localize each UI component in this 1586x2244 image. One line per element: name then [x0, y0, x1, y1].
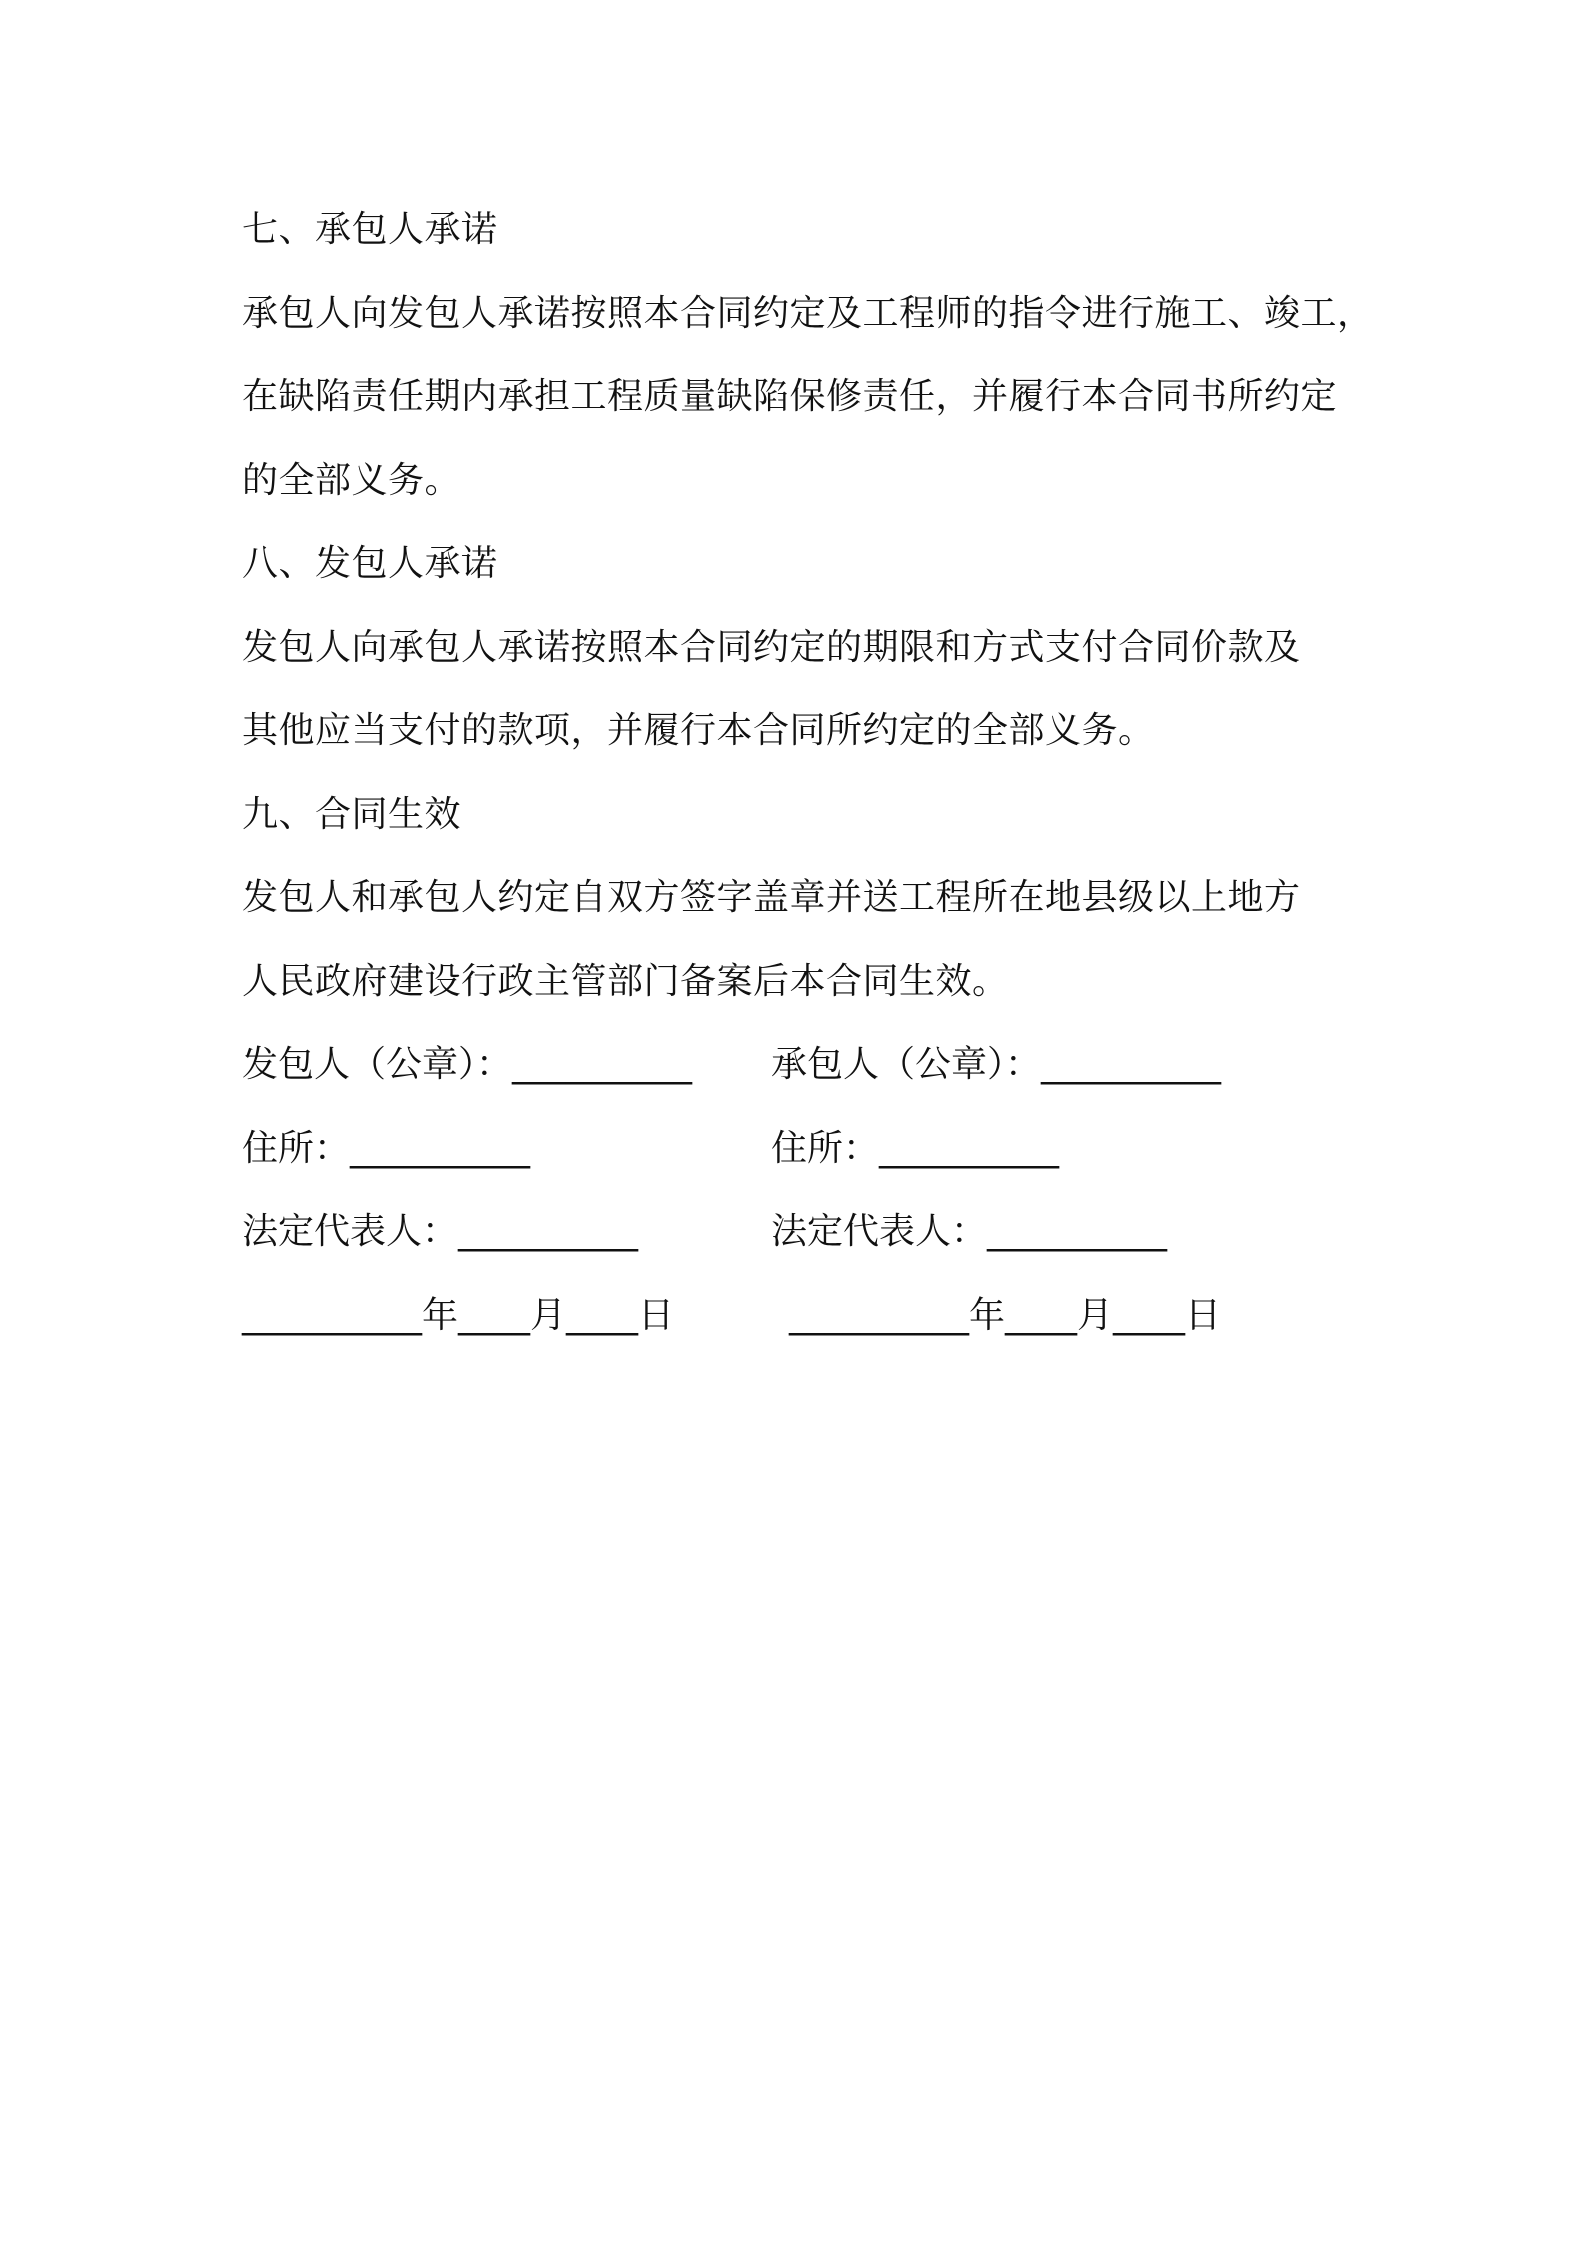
- employer-seal-field: 发包人（公章）：__________: [242, 1044, 693, 1085]
- contractor-seal-field: 承包人（公章）：__________: [771, 1044, 1222, 1085]
- signature-row-date: [242, 1294, 1342, 1338]
- section-7-line-3: 的全部义务。: [242, 460, 462, 501]
- signature-row-representative: [242, 1210, 1342, 1254]
- employer-date-field: __________年____月____日: [242, 1295, 674, 1336]
- section-9-line-2: 人民政府建设行政主管部门备案后本合同生效。: [242, 961, 1009, 1002]
- section-7-line-2: 在缺陷责任期内承担工程质量缺陷保修责任，并履行本合同书所约定: [242, 376, 1338, 417]
- contractor-representative-field: 法定代表人：__________: [771, 1211, 1168, 1252]
- section-7-line-1: 承包人向发包人承诺按照本合同约定及工程师的指令进行施工、竣工，: [242, 293, 1374, 334]
- section-9-line-1: 发包人和承包人约定自双方签字盖章并送工程所在地县级以上地方: [242, 877, 1301, 918]
- section-8-line-2: 其他应当支付的款项，并履行本合同所约定的全部义务。: [242, 710, 1155, 751]
- signature-row-address: [242, 1127, 1342, 1171]
- employer-address-field: 住所：__________: [242, 1128, 531, 1169]
- section-8-heading: 八、发包人承诺: [242, 543, 498, 584]
- contractor-date-field: __________年____月____日: [789, 1295, 1221, 1336]
- signature-row-seal: [242, 1043, 1342, 1087]
- contractor-address-field: 住所：__________: [771, 1128, 1060, 1169]
- employer-representative-field: 法定代表人：__________: [242, 1211, 639, 1252]
- section-9-heading: 九、合同生效: [242, 794, 462, 835]
- section-7-heading: 七、承包人承诺: [242, 209, 498, 250]
- section-8-line-1: 发包人向承包人承诺按照本合同约定的期限和方式支付合同价款及: [242, 627, 1301, 668]
